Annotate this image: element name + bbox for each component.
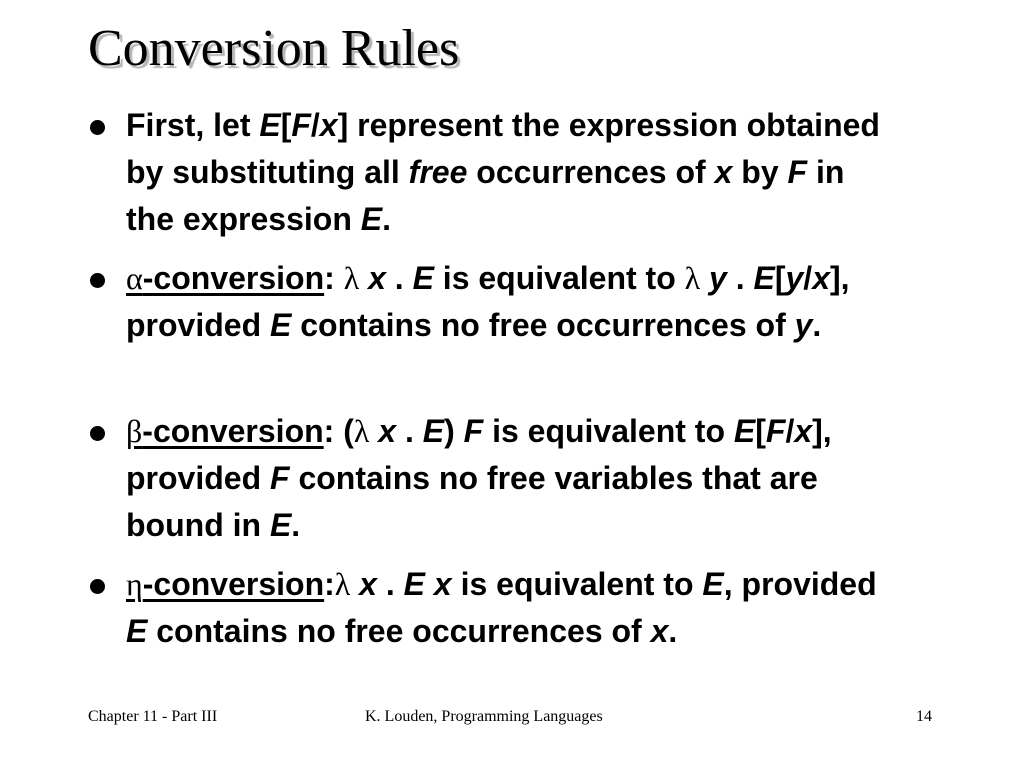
text-run: β [126,413,143,449]
text-run: ) [444,413,464,449]
text-run: . [376,566,404,602]
text-run [369,413,378,449]
text-run: . [726,260,754,296]
text-run: E [269,507,292,543]
text-run: E [259,107,281,143]
text-run: E [270,307,292,343]
text-run: First, let [126,107,260,143]
bullet-dot-icon [90,579,105,594]
text-run: E x [403,566,452,602]
bullet-text [126,255,900,349]
text-run: λ [684,260,701,296]
bullet-text [126,102,900,243]
text-run: x [650,613,669,649]
text-run: [ [280,107,292,143]
text-run: [ [774,260,786,296]
text-run: . [668,613,678,649]
text-run: λ [343,260,360,296]
text-run: E [733,413,756,449]
text-run: / [785,413,795,449]
text-run: η [126,566,143,602]
text-run: E [422,413,445,449]
text-run: y [709,260,727,296]
text-run: occurrences of [467,154,715,190]
text-run: F [787,154,808,190]
text-run: F [765,413,786,449]
text-run: x [319,107,338,143]
text-run: y [794,307,813,343]
text-run: by [732,154,788,190]
text-run: contains no free variables that are bound in [126,460,818,543]
text-run: -conversion [142,413,324,449]
text-run: . [812,307,822,343]
text-run [350,566,359,602]
text-run: / [803,260,813,296]
text-run: x [378,413,397,449]
bullet-dot-icon [90,273,105,288]
text-run: y [785,260,804,296]
text-run: x [359,566,377,602]
text-run: : [324,260,344,296]
text-run: in the expression [126,154,845,237]
text-run: contains no free occurrences of [147,613,651,649]
text-run [359,260,368,296]
text-run: x [812,260,830,296]
text-run: , provided [723,566,877,602]
bullet-beta-conversion [90,408,900,549]
text-run: . [291,507,301,543]
footer-chapter: Chapter 11 - Part III [88,708,218,725]
bullet-substitution [90,102,900,243]
text-run: λ [334,566,351,602]
text-run: E [412,260,434,296]
text-run: F [291,107,311,143]
text-run: . [382,201,391,237]
text-run: ] represent the expression obtained by substituting all [126,107,880,190]
text-run: F [463,413,484,449]
text-run: -conversion [142,566,325,602]
text-run: E [360,201,383,237]
text-run: x [368,260,386,296]
text-run: E [702,566,724,602]
text-run: is equivalent to [433,260,685,296]
text-run: E [126,613,148,649]
footer-page-number: 14 [916,708,932,725]
text-run: free [408,154,468,190]
text-run: : [324,566,335,602]
text-run: . [396,413,423,449]
bullet-alpha-conversion [90,255,900,349]
text-run: -conversion [142,260,325,296]
bullet-text [126,408,900,549]
text-run: E [753,260,775,296]
bullet-dot-icon [90,426,105,441]
text-run: λ [353,413,370,449]
text-run: α [126,260,143,296]
bullet-eta-conversion [90,561,900,655]
text-run: : ( [323,413,354,449]
text-run: x [794,413,813,449]
text-run: [ [755,413,766,449]
bullet-dot-icon [90,120,105,135]
text-run: / [310,107,320,143]
text-run: F [270,460,290,496]
footer-author: K. Louden, Programming Languages [365,708,603,725]
text-run: ], provided [126,413,832,496]
slide-title: Conversion Rules [88,20,460,77]
text-run: x [714,154,733,190]
text-run: contains no free occurrences of [291,307,795,343]
text-run: is equivalent to [483,413,734,449]
text-run: . [385,260,413,296]
text-run: is equivalent to [451,566,703,602]
text-run [700,260,709,296]
text-run: ], provided [126,260,850,343]
bullet-text [126,561,900,655]
